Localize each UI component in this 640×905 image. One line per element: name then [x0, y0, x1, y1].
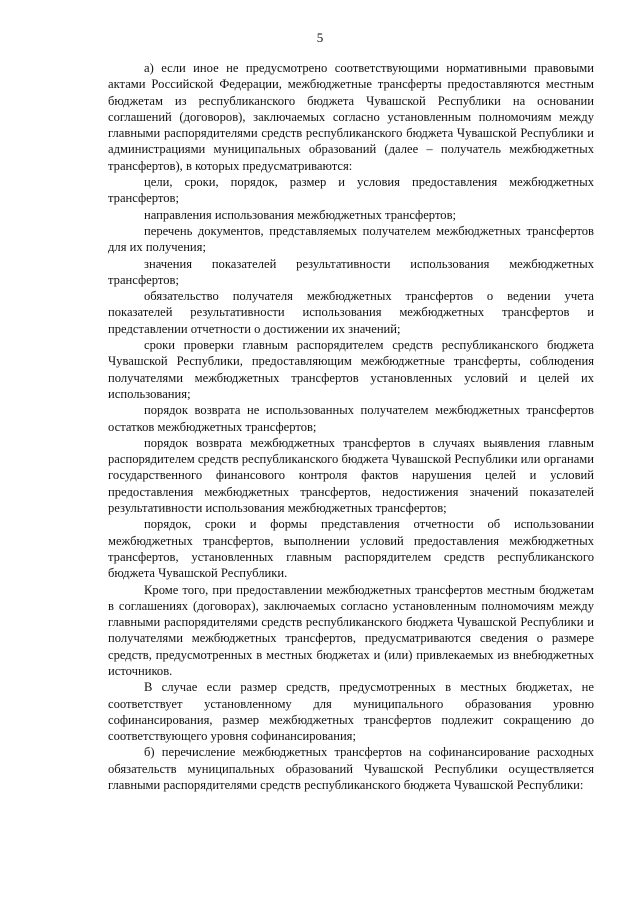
page-number: 5: [316, 30, 324, 45]
list-item-violation-return: порядок возврата межбюджетных трансфертов в случаях выявления главным распорядителем средств республиканского бюджета Чувашской Республики или органами государственного финансового контроля фактов нарушения целей и условий предоставления межбюджетных трансфертов, недостижения значений показателей результативности использования межбюджетных трансфертов;: [108, 435, 594, 516]
paragraph-a-intro: а) если иное не предусмотрено соответствующими нормативными правовыми актами Российской Федерации, межбюджетные трансферты предоставляются местным бюджетам из республиканского бюджета Чувашской Республики на основании соглашений (договоров), заключаемых согласно установленным полномочиям между главными распорядителями средств республиканского бюджета Чувашской Республики и администрациями муниципальных образований (далее – получатель межбюджетных трансфертов), в которых предусматриваются:: [108, 61, 594, 173]
paragraph-cofinancing-reduction: В случае если размер средств, предусмотренных в местных бюджетах, не соответствует установленному для муниципального образования уровню софинансирования, размер межбюджетных трансфертов подлежит сокращению до соответствующего уровня софинансирования;: [108, 680, 594, 744]
list-item-directions: направления использования межбюджетных трансфертов;: [144, 207, 457, 222]
paragraph-b-transfer: б) перечисление межбюджетных трансфертов на софинансирование расходных обязательств муниципальных образований Чувашской Республики осуществляется главными распорядителями средств республиканского бюджета Чувашской Республики:: [108, 745, 594, 793]
list-item-indicators: значения показателей результативности использования межбюджетных трансфертов;: [108, 256, 594, 287]
paragraph-additionally: Кроме того, при предоставлении межбюджетных трансфертов местным бюджетам в соглашениях (договорах), заключаемых согласно установленным полномочиям между главными распорядителями средств республиканского бюджета Чувашской Республики и получателями межбюджетных трансфертов, предусматриваются сведения о размере средств, предусмотренных в местных бюджетах и (или) привлекаемых из внебюджетных источников.: [108, 582, 594, 678]
list-item-goals: цели, сроки, порядок, размер и условия предоставления межбюджетных трансфертов;: [108, 175, 594, 206]
list-item-documents: перечень документов, представляемых получателем межбюджетных трансфертов для их получения;: [108, 223, 594, 255]
list-item-inspection-terms: сроки проверки главным распорядителем средств республиканского бюджета Чувашской Республики, предоставляющим межбюджетные трансферты, соблюдения получателями межбюджетных трансфертов установленных условий и целей их использования;: [108, 338, 594, 401]
document-body: [108, 60, 594, 793]
list-item-unused-return: порядок возврата не использованных получателем межбюджетных трансфертов остатков межбюджетных трансфертов;: [108, 403, 594, 434]
list-item-obligation: обязательство получателя межбюджетных трансфертов о ведении учета показателей результативности использования межбюджетных трансфертов и представлении отчетности о достижении их значений;: [108, 289, 594, 336]
list-item-reporting: порядок, сроки и формы представления отчетности об использовании межбюджетных трансфертов, выполнении условий предоставления межбюджетных трансфертов, установленных главным распорядителем средств республиканского бюджета Чувашской Республики.: [108, 517, 594, 581]
